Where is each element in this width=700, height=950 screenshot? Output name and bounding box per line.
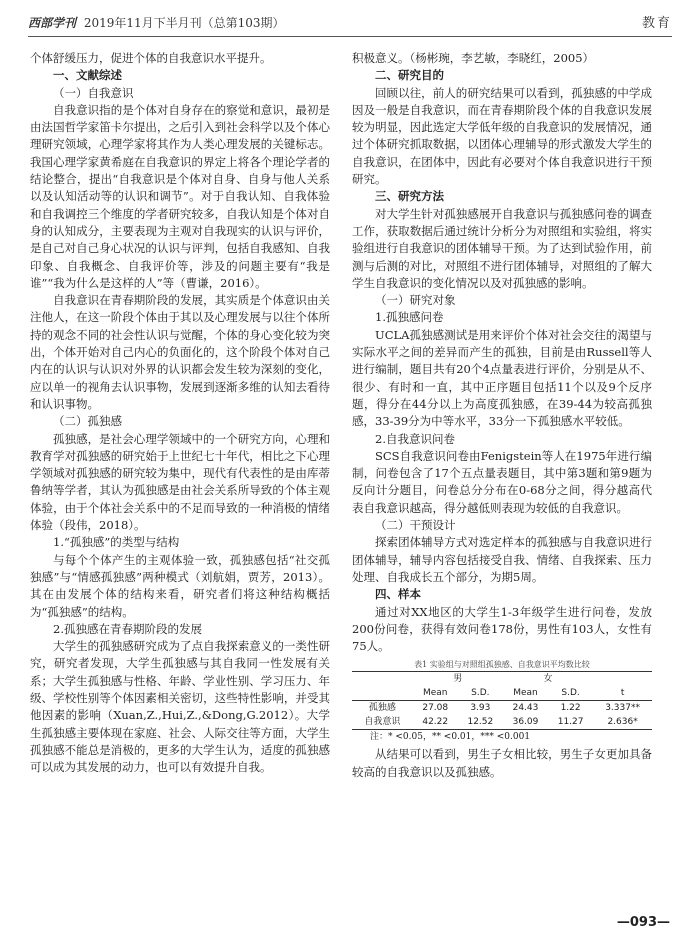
left-paragraph-2: 自我意识在青春期阶段的发展，其实质是个体意识由关注他人，在这一阶段个体由于其以及心理发展与以往个体所持的观念不同的社会性认识与觉醒，个体的身心变化较为突出，个体开始对自己内心的负面化的，这个阶段个体对自己内在的认识与认识对外界的认识都会发生较为深刻的变化，应以单一的视角去认识事物，发展到逐渐多维的认知去看待和认识事物。 [30, 293, 330, 411]
left-paragraph-0: 个体舒缓压力，促进个体的自我意识水平提升。 [30, 51, 272, 65]
table-cell: 11.27 [548, 715, 593, 730]
table-header-blank [352, 672, 413, 687]
table-cell: 2.636* [593, 715, 652, 730]
page-number: —093— [616, 915, 670, 930]
right-paragraph-1: 回顾以往，前人的研究结果可以看到，孤独感的中学成因及一般是自我意识，而在青春期阶段个体的自我意识发展较为明显，因此选定大学低年级的自我意识的发展情况，通过个体研究抓取数据，以团体心理辅导的形式激发大学生的自我意识，在团体中，因此有必要对个体自我意识进行干预研究。 [352, 85, 652, 187]
results-table [352, 671, 652, 730]
table-cell: 27.08 [422, 703, 449, 714]
left-paragraph-4: 与每个个体产生的主观体验一致，孤独感包括“社交孤独感”与“情感孤独感”两种模式（刘航娟，贾芳，2013）。其在由发展个体的结构来看，研究者们将这种结构概括为“孤独感”的结构。 [30, 552, 330, 619]
left-paragraph-3: 孤独感，是社会心理学领域中的一个研究方向，心理和教育学对孤独感的研究始于上世纪七十年代，相比之下心理学领域对孤独感的研究较为集中，现代有代表性的是由库蒂鲁纳等学者，其认为孤独感是由社会关系所导致的个体主观体验，由于个体社会关系中的不足而导致的一种消极的情绪体验（段伟，2018）。 [30, 431, 330, 533]
heading-literature-review: 一、文献综述 [53, 68, 122, 83]
table-header-row [352, 672, 652, 687]
results-table-block [352, 659, 652, 744]
table-cell: 42.22 [413, 715, 458, 730]
right-paragraph-6: 通过对XX地区的大学生1-3年级学生进行问卷，发放200份问卷，获得有效问卷178份，男性有103人，女性有75人。 [352, 604, 652, 654]
right-column [352, 50, 652, 781]
table-subheader-sd-2: S.D. [548, 686, 593, 701]
journal-issue: 2019年11月下半月刊（总第103期） [83, 16, 285, 30]
table-header-t-blank [593, 672, 652, 687]
table-row [352, 701, 652, 716]
table-header-female: 女 [503, 672, 593, 687]
table-row [352, 715, 652, 730]
table-cell: 12.52 [458, 715, 503, 730]
page-header [28, 10, 672, 38]
right-paragraph-2: 对大学生针对孤独感展开自我意识与孤独感问卷的调查工作，获取数据后通过统计分析分为对照组和实验组，将实验组进行自我意识的团体辅导干预。为了达到试验作用，前测与后测的对比，对照组不进行团体辅导，对照组的了解大学生自我意识的变化情况以及对孤独感的影响。 [352, 206, 652, 290]
table-header-male: 男 [413, 672, 503, 687]
right-paragraph-5: 探索团体辅导方式对选定样本的孤独感与自我意识进行团体辅导，辅导内容包括接受自我、情绪、自我探索、压力处理、自我成长五个部分，为期5周。 [352, 535, 652, 584]
heading-research-subjects: （一）研究对象 [375, 293, 456, 308]
table-note: 注：* <0.05，** <0.01，*** <0.001 [370, 732, 531, 743]
heading-scs: 2.自我意识问卷 [375, 431, 455, 446]
heading-research-purpose: 二、研究目的 [375, 68, 444, 83]
journal-name: 西部学刊 [28, 16, 77, 30]
header-journal-info [28, 14, 285, 31]
table-subheader-blank [352, 686, 413, 701]
heading-sample: 四、样本 [375, 587, 421, 602]
right-paragraph-0: 积极意义。（杨彬琬，李艺敏，李晓红，2005） [352, 51, 595, 65]
heading-loneliness-structure: 1.“孤独感”的类型与结构 [53, 535, 180, 550]
right-paragraph-4: SCS自我意识问卷由Fenigstein等人在1975年进行编制，问卷包含了17个五点量表题目，其中第3题和第9题为反向计分题目，问卷总分分布在0-68分之间，得分越高代表自我意识越高，得分越低则表现为较低的自我意识。 [352, 448, 652, 515]
heading-intervention-design: （二）干预设计 [375, 518, 456, 533]
heading-self-awareness: （一）自我意识 [53, 85, 134, 100]
table-cell: 24.43 [512, 703, 539, 714]
table-row-label: 孤独感 [368, 703, 396, 714]
table-subheader-row [352, 686, 652, 701]
table-subheader-sd-1: S.D. [458, 686, 503, 701]
heading-ucla: 1.孤独感问卷 [375, 310, 444, 325]
right-paragraph-7: 从结果可以看到，男生子女相比较，男生子女更加具备较高的自我意识以及孤独感。 [352, 747, 652, 779]
left-paragraph-5: 大学生的孤独感研究成为了点自我探索意义的一类性研究，研究者发现，大学生孤独感与其自我同一性发展有关系；大学生孤独感与性格、年龄、学业性别、学习压力、年级、学校性别等个体因素相关密切，这些特性影响，并受其他因素的影响（Xuan,Z.,Hui,Z.,&Dong,G.2012）。大学生孤独感主要体现在家庭、社会、人际交往等方面，大学生孤独感不能总是消极的，更多的大学生认为，适度的孤独感可以成为其发展的动力，也可以有效提升自我。 [30, 639, 330, 775]
table-cell: 1.22 [560, 703, 581, 714]
heading-loneliness-youth: 2.孤独感在青春期阶段的发展 [53, 621, 202, 636]
table-cell: 3.93 [470, 703, 491, 714]
table-cell: 36.09 [503, 715, 548, 730]
header-rule [28, 36, 672, 37]
table-subheader-mean-1: Mean [413, 686, 458, 701]
header-section: 教育 [641, 16, 672, 31]
table-subheader-t: t [593, 686, 652, 701]
table-cell: 3.337** [605, 703, 640, 714]
heading-loneliness: （二）孤独感 [53, 414, 122, 429]
table-caption: 表1 实验组与对照组孤独感、自我意识平均数比较 [414, 660, 590, 670]
table-row-label: 自我意识 [352, 715, 413, 730]
left-column [30, 50, 330, 776]
left-paragraph-1: 自我意识指的是个体对自身存在的察觉和意识，最初是由法国哲学家笛卡尔提出，之后引入到社会科学以及个体心理研究领域，心理学家将其作为人类心理发展的关键标志。我国心理学家黄希庭在自我意识的界定上将各个理论学者的结论整合，提出“自我意识是个体对自身、自身与他人关系以及认知活动等的认识和调节”。对于自我认知、自我体验和自我调控三个维度的学者研究较多，自我认知是个体对自身的认知成分，主要表现为主观对自我现实的认识与评价，是自己对自己身心状况的认识与评判，包括自我感知、自我印象、自我概念、自我评价等，涉及的问题主要有“我是谁”“我为什么是这样的人”等（曹谦，2016）。 [30, 102, 330, 290]
table-subheader-mean-2: Mean [503, 686, 548, 701]
heading-research-method: 三、研究方法 [375, 189, 444, 204]
right-paragraph-3: UCLA孤独感测试是用来评价个体对社会交往的渴望与实际水平之间的差异而产生的孤独，目前是由Russell等人进行编制，题目共有20个4点量表进行评价，分别是从不、很少、有时和一直，其中正序题目包括11个以及9个反序题，得分在44分以上为高度孤独感，在39-44为较高孤独感，33-39分为中等水平，33分一下孤独感水平较低。 [352, 327, 652, 429]
